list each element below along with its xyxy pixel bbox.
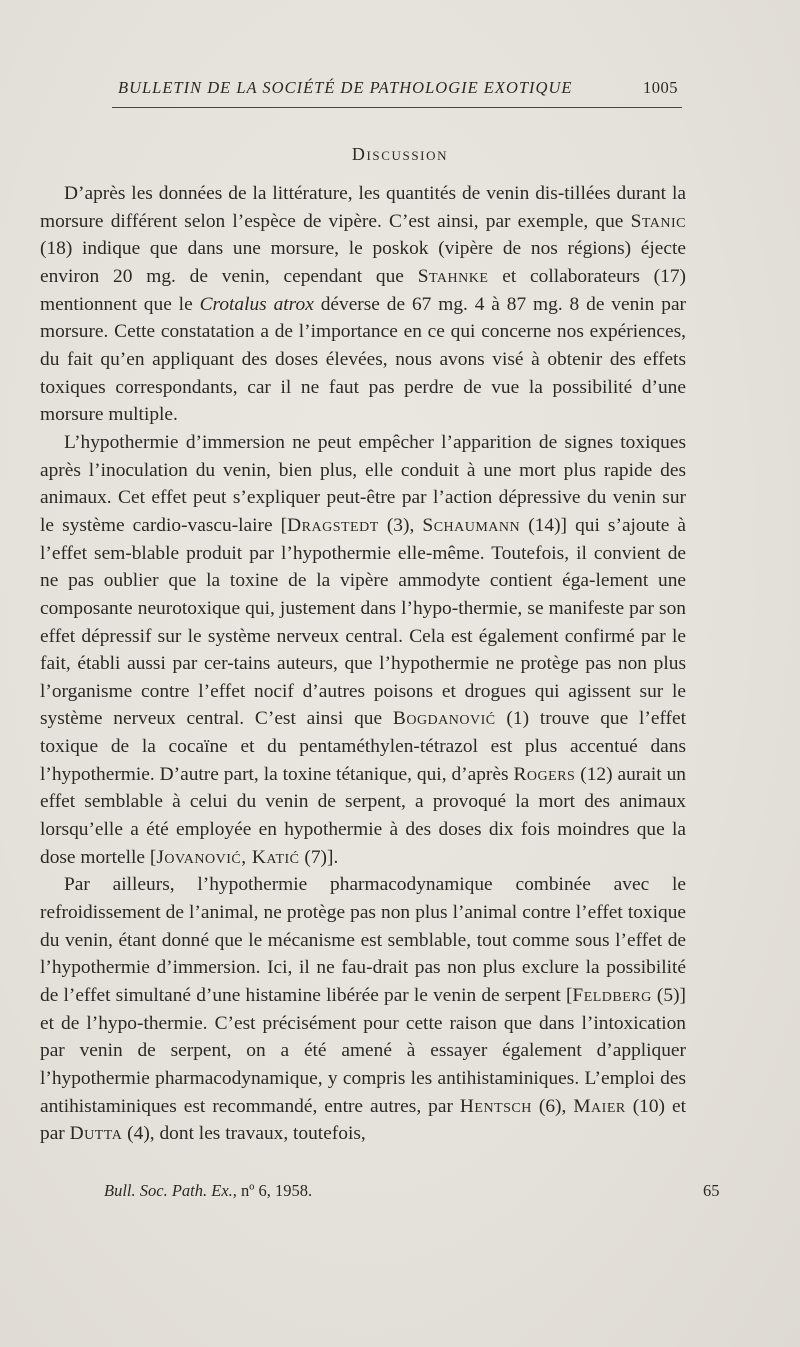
author-name: Dutta: [69, 1123, 123, 1145]
author-name: Maier: [573, 1095, 626, 1117]
author-name: Feldberg: [572, 985, 652, 1007]
paragraph-1: D’après les données de la littérature, les quantités de venin dis-tillées durant la morsure différent selon l’espèce de vipère. C’est ainsi, par exemple, que Stanic (18) indique que dans une morsure, le poskok (vipère de nos régions) éjecte environ 20 mg. de venin, cependant que Stahnke et collaborateurs (17) mentionnent que le Crotalus atrox déverse de 67 mg. 4 à 87 mg. 8 de venin par morsure. Cette constatation a de l’importance en ce qui concerne nos expériences, du fait qu’en appliquant des doses élevées, nous avons visé à obtenir des effets toxiques correspondants, car il ne faut pas perdre de vue la possibilité d’une morsure multiple.: [40, 183, 687, 426]
author-name: Dragstedt: [287, 514, 379, 536]
citation-issue: nº 6, 1958.: [241, 1181, 313, 1200]
paragraph-3: Par ailleurs, l’hypothermie pharmacodynamique combinée avec le refroidissement de l’animal, ne protège pas non plus l’animal contre l’effet toxique du venin, étant donné que le mécanisme est semblable, tout comme sous l’effet de l’hypothermie d’immersion. Ici, il ne fau-drait pas non plus exclure la possibilité de l’effet simultané d’une histamine libérée par le venin de serpent [Feldberg (5)] et de l’hypo-thermie. C’est précisément pour cette raison que dans l’intoxication par venin de serpent, on a été amené à essayer également d’appliquer l’hypothermie pharmacodynamique, y compris les antihistaminiques. L’emploi des antihistaminiques est recommandé, entre autres, par Hentsch (6), Maier (10) et par Dutta (4), dont les travaux, toutefois,: [40, 874, 686, 1145]
author-name: Rogers: [513, 763, 576, 785]
author-name: Bogdanović: [392, 708, 496, 730]
page-number: 1005: [643, 78, 678, 97]
author-name: Stahnke: [417, 265, 489, 287]
section-title: Discussion: [351, 144, 449, 164]
author-name: Hentsch: [459, 1095, 532, 1117]
running-head: [118, 78, 678, 98]
author-name: Stanic: [630, 210, 686, 232]
journal-title: BULLETIN DE LA SOCIÉTÉ DE PATHOLOGIE EXOTIQUE: [118, 78, 573, 97]
author-name: Schaumann: [422, 514, 521, 536]
footer-citation: [104, 1181, 744, 1201]
paragraph-2: L’hypothermie d’immersion ne peut empêcher l’apparition de signes toxiques après l’inoculation du venin, bien plus, elle conduit à une mort plus rapide des animaux. Cet effet peut s’expliquer peut-être par l’action dépressive du venin sur le système cardio-vascu-laire [Dragstedt (3), Schaumann (14)] qui s’ajoute à l’effet sem-blable produit par l’hypothermie elle-même. Toutefois, il convient de ne pas oublier que la toxine de la vipère ammodyte contient éga-lement une composante neurotoxique qui, justement dans l’hypo-thermie, se manifeste par son effet dépressif sur le système nerveux central. Cela est également confirmé par le fait, établi aussi par cer-tains auteurs, que l’hypothermie ne protège pas non plus l’organisme contre l’effet nocif d’autres poisons et drogues qui agissent sur le système nerveux central. C’est ainsi que Bogdanović (1) trouve que l’effet toxique de la cocaïne et du pentaméthylen-tétrazol est plus accentué dans l’hypothermie. D’autre part, la toxine tétanique, qui, d’après Rogers (12) aurait un effet semblable à celui du venin de serpent, a provoqué la mort des animaux lorsqu’elle a été employée en hypothermie à des doses dix fois moindres que la dose mortelle [Jovanović, Katić (7)].: [40, 431, 687, 868]
header-rule: [112, 107, 682, 108]
body-text: [40, 180, 686, 1148]
species-name: Crotalus atrox: [199, 293, 314, 315]
citation-journal: Bull. Soc. Path. Ex.,: [104, 1181, 237, 1200]
author-name: Jovanović, Katić: [156, 846, 300, 868]
signature-mark: 65: [703, 1181, 720, 1200]
